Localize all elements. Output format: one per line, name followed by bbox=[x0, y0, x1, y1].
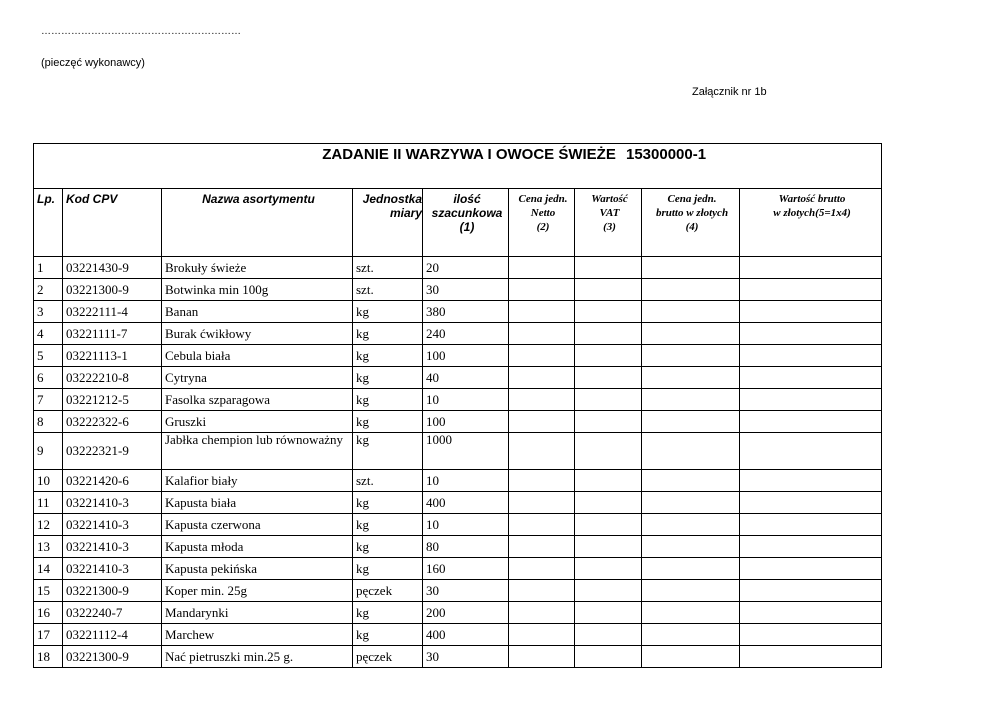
table-title-cell bbox=[34, 144, 882, 189]
table-row bbox=[34, 367, 882, 389]
cell-lp: 7 bbox=[34, 389, 63, 411]
table-title-row bbox=[34, 144, 882, 189]
cell-name: Kapusta pekińska bbox=[162, 558, 353, 580]
empty-price-cell[interactable] bbox=[642, 492, 740, 514]
empty-price-cell[interactable] bbox=[575, 323, 642, 345]
header-net-price bbox=[509, 189, 575, 257]
empty-price-cell[interactable] bbox=[575, 536, 642, 558]
cell-unit: szt. bbox=[353, 470, 423, 492]
cell-name: Nać pietruszki min.25 g. bbox=[162, 646, 353, 668]
header-unit bbox=[353, 189, 423, 257]
empty-price-cell[interactable] bbox=[509, 492, 575, 514]
header-qty-line: ilość bbox=[453, 192, 481, 206]
cell-cpv: 03222210-8 bbox=[63, 367, 162, 389]
cell-qty: 30 bbox=[423, 580, 509, 602]
header-name bbox=[162, 189, 353, 257]
empty-price-cell[interactable] bbox=[740, 411, 882, 433]
table-row bbox=[34, 492, 882, 514]
header-unit-line: Jednostka bbox=[362, 192, 422, 206]
cell-lp: 10 bbox=[34, 470, 63, 492]
header-gross-value-line: Wartość brutto bbox=[778, 193, 846, 205]
cell-cpv: 03221410-3 bbox=[63, 558, 162, 580]
header-qty-line: szacunkowa bbox=[431, 206, 503, 220]
header-qty-line: (1) bbox=[459, 220, 475, 234]
empty-price-cell[interactable] bbox=[642, 470, 740, 492]
cell-qty: 240 bbox=[423, 323, 509, 345]
cell-unit: kg bbox=[353, 433, 423, 470]
empty-price-cell[interactable] bbox=[509, 580, 575, 602]
empty-price-cell[interactable] bbox=[740, 257, 882, 279]
cell-lp: 11 bbox=[34, 492, 63, 514]
empty-price-cell[interactable] bbox=[642, 558, 740, 580]
cell-lp: 15 bbox=[34, 580, 63, 602]
table-header-row bbox=[34, 189, 882, 257]
empty-price-cell[interactable] bbox=[509, 624, 575, 646]
table-row bbox=[34, 323, 882, 345]
empty-price-cell[interactable] bbox=[740, 367, 882, 389]
cell-qty: 20 bbox=[423, 257, 509, 279]
empty-price-cell[interactable] bbox=[575, 646, 642, 668]
cell-cpv: 03221430-9 bbox=[63, 257, 162, 279]
cell-cpv: 03221300-9 bbox=[63, 646, 162, 668]
table-row bbox=[34, 389, 882, 411]
header-cpv bbox=[63, 189, 162, 257]
cell-unit: kg bbox=[353, 411, 423, 433]
header-vat-line: (3) bbox=[603, 221, 616, 233]
cell-lp: 2 bbox=[34, 279, 63, 301]
header-vat bbox=[575, 189, 642, 257]
cell-cpv: 03221113-1 bbox=[63, 345, 162, 367]
header-net-price-line: Netto bbox=[530, 207, 556, 219]
cell-cpv: 03221410-3 bbox=[63, 492, 162, 514]
empty-price-cell[interactable] bbox=[642, 411, 740, 433]
cell-unit: kg bbox=[353, 367, 423, 389]
empty-price-cell[interactable] bbox=[642, 257, 740, 279]
empty-price-cell[interactable] bbox=[740, 646, 882, 668]
cell-qty: 160 bbox=[423, 558, 509, 580]
cell-lp: 4 bbox=[34, 323, 63, 345]
header-net-price-line: (2) bbox=[536, 221, 550, 233]
header-gross-price-line: Cena jedn. bbox=[667, 193, 717, 205]
empty-price-cell[interactable] bbox=[575, 514, 642, 536]
cell-cpv: 0322240-7 bbox=[63, 602, 162, 624]
cell-qty: 30 bbox=[423, 646, 509, 668]
cell-lp: 9 bbox=[34, 433, 63, 470]
table-row bbox=[34, 536, 882, 558]
empty-price-cell[interactable] bbox=[642, 602, 740, 624]
table-cpv-code: 15300000-1 bbox=[626, 146, 707, 163]
cell-name: Koper min. 25g bbox=[162, 580, 353, 602]
cell-name: Kapusta biała bbox=[162, 492, 353, 514]
empty-price-cell[interactable] bbox=[509, 646, 575, 668]
cell-unit: kg bbox=[353, 323, 423, 345]
cell-lp: 12 bbox=[34, 514, 63, 536]
empty-price-cell[interactable] bbox=[740, 345, 882, 367]
empty-price-cell[interactable] bbox=[575, 580, 642, 602]
empty-price-cell[interactable] bbox=[740, 514, 882, 536]
empty-price-cell[interactable] bbox=[509, 536, 575, 558]
empty-price-cell[interactable] bbox=[509, 301, 575, 323]
price-table bbox=[33, 143, 882, 668]
empty-price-cell[interactable] bbox=[509, 602, 575, 624]
empty-price-cell[interactable] bbox=[642, 624, 740, 646]
empty-price-cell[interactable] bbox=[740, 492, 882, 514]
cell-qty: 10 bbox=[423, 389, 509, 411]
table-row bbox=[34, 433, 882, 470]
header-net-price-line: Cena jedn. bbox=[518, 193, 568, 205]
table-row bbox=[34, 602, 882, 624]
cell-unit: kg bbox=[353, 514, 423, 536]
cell-unit: pęczek bbox=[353, 646, 423, 668]
cell-cpv: 03221420-6 bbox=[63, 470, 162, 492]
empty-price-cell[interactable] bbox=[575, 624, 642, 646]
empty-price-cell[interactable] bbox=[509, 257, 575, 279]
cell-unit: szt. bbox=[353, 257, 423, 279]
cell-name: Burak ćwikłowy bbox=[162, 323, 353, 345]
cell-name: Banan bbox=[162, 301, 353, 323]
table-row bbox=[34, 301, 882, 323]
empty-price-cell[interactable] bbox=[642, 389, 740, 411]
empty-price-cell[interactable] bbox=[740, 279, 882, 301]
cell-unit: kg bbox=[353, 536, 423, 558]
empty-price-cell[interactable] bbox=[575, 602, 642, 624]
empty-price-cell[interactable] bbox=[575, 301, 642, 323]
empty-price-cell[interactable] bbox=[575, 345, 642, 367]
cell-qty: 30 bbox=[423, 279, 509, 301]
cell-cpv: 03221410-3 bbox=[63, 514, 162, 536]
cell-unit: szt. bbox=[353, 279, 423, 301]
cell-name: Fasolka szparagowa bbox=[162, 389, 353, 411]
empty-price-cell[interactable] bbox=[740, 624, 882, 646]
empty-price-cell[interactable] bbox=[740, 558, 882, 580]
cell-lp: 8 bbox=[34, 411, 63, 433]
header-cpv-line: Kod CPV bbox=[66, 192, 118, 206]
cell-unit: kg bbox=[353, 345, 423, 367]
cell-name: Gruszki bbox=[162, 411, 353, 433]
cell-lp: 3 bbox=[34, 301, 63, 323]
empty-price-cell[interactable] bbox=[740, 389, 882, 411]
cell-name: Botwinka min 100g bbox=[162, 279, 353, 301]
empty-price-cell[interactable] bbox=[509, 345, 575, 367]
cell-cpv: 03222322-6 bbox=[63, 411, 162, 433]
table-row bbox=[34, 470, 882, 492]
cell-cpv: 03221300-9 bbox=[63, 279, 162, 301]
empty-price-cell[interactable] bbox=[642, 646, 740, 668]
empty-price-cell[interactable] bbox=[642, 433, 740, 470]
cell-name: Kalafior biały bbox=[162, 470, 353, 492]
cell-unit: kg bbox=[353, 558, 423, 580]
cell-cpv: 03222321-9 bbox=[63, 433, 162, 470]
cell-lp: 13 bbox=[34, 536, 63, 558]
empty-price-cell[interactable] bbox=[509, 367, 575, 389]
table-row bbox=[34, 345, 882, 367]
empty-price-cell[interactable] bbox=[509, 389, 575, 411]
cell-cpv: 03221300-9 bbox=[63, 580, 162, 602]
empty-price-cell[interactable] bbox=[642, 536, 740, 558]
empty-price-cell[interactable] bbox=[740, 602, 882, 624]
cell-qty: 10 bbox=[423, 470, 509, 492]
cell-lp: 18 bbox=[34, 646, 63, 668]
empty-price-cell[interactable] bbox=[575, 492, 642, 514]
empty-price-cell[interactable] bbox=[642, 345, 740, 367]
table-row bbox=[34, 624, 882, 646]
empty-price-cell[interactable] bbox=[509, 558, 575, 580]
cell-name: Cytryna bbox=[162, 367, 353, 389]
cell-name: Brokuły świeże bbox=[162, 257, 353, 279]
header-qty bbox=[423, 189, 509, 257]
header-gross-price-line: (4) bbox=[685, 221, 699, 233]
table-row bbox=[34, 514, 882, 536]
empty-price-cell[interactable] bbox=[642, 323, 740, 345]
cell-cpv: 03221112-4 bbox=[63, 624, 162, 646]
cell-unit: kg bbox=[353, 301, 423, 323]
signature-dotted-line: …………………………………………………… bbox=[41, 26, 241, 37]
cell-unit: kg bbox=[353, 624, 423, 646]
empty-price-cell[interactable] bbox=[575, 389, 642, 411]
empty-price-cell[interactable] bbox=[509, 514, 575, 536]
empty-price-cell[interactable] bbox=[740, 580, 882, 602]
cell-qty: 200 bbox=[423, 602, 509, 624]
table-row bbox=[34, 411, 882, 433]
header-gross-price bbox=[642, 189, 740, 257]
cell-cpv: 03221410-3 bbox=[63, 536, 162, 558]
empty-price-cell[interactable] bbox=[575, 558, 642, 580]
cell-name: Marchew bbox=[162, 624, 353, 646]
empty-price-cell[interactable] bbox=[509, 323, 575, 345]
cell-qty: 100 bbox=[423, 411, 509, 433]
table-row bbox=[34, 279, 882, 301]
contractor-stamp-label: (pieczęć wykonawcy) bbox=[41, 57, 145, 69]
cell-lp: 6 bbox=[34, 367, 63, 389]
cell-qty: 380 bbox=[423, 301, 509, 323]
header-lp bbox=[34, 189, 63, 257]
header-name-line: Nazwa asortymentu bbox=[202, 192, 315, 206]
cell-lp: 14 bbox=[34, 558, 63, 580]
cell-qty: 10 bbox=[423, 514, 509, 536]
empty-price-cell[interactable] bbox=[575, 257, 642, 279]
header-gross-value-line: w złotych(5=1x4) bbox=[773, 207, 851, 219]
cell-name: Kapusta młoda bbox=[162, 536, 353, 558]
empty-price-cell[interactable] bbox=[642, 279, 740, 301]
cell-qty: 400 bbox=[423, 492, 509, 514]
empty-price-cell[interactable] bbox=[740, 433, 882, 470]
empty-price-cell[interactable] bbox=[575, 433, 642, 470]
cell-cpv: 03221212-5 bbox=[63, 389, 162, 411]
cell-name: Cebula biała bbox=[162, 345, 353, 367]
header-lp-line: Lp. bbox=[37, 192, 55, 206]
empty-price-cell[interactable] bbox=[575, 470, 642, 492]
empty-price-cell[interactable] bbox=[740, 470, 882, 492]
cell-qty: 100 bbox=[423, 345, 509, 367]
empty-price-cell[interactable] bbox=[509, 279, 575, 301]
cell-cpv: 03222111-4 bbox=[63, 301, 162, 323]
annex-label: Załącznik nr 1b bbox=[692, 86, 767, 98]
header-unit-line: miary bbox=[389, 206, 422, 220]
empty-price-cell[interactable] bbox=[509, 411, 575, 433]
cell-lp: 17 bbox=[34, 624, 63, 646]
header-vat-line: Wartość bbox=[591, 193, 628, 205]
empty-price-cell[interactable] bbox=[575, 367, 642, 389]
empty-price-cell[interactable] bbox=[642, 301, 740, 323]
empty-price-cell[interactable] bbox=[740, 301, 882, 323]
cell-unit: kg bbox=[353, 389, 423, 411]
empty-price-cell[interactable] bbox=[642, 367, 740, 389]
table-title: ZADANIE II WARZYWA I OWOCE ŚWIEŻE bbox=[322, 146, 616, 163]
empty-price-cell[interactable] bbox=[509, 470, 575, 492]
cell-lp: 1 bbox=[34, 257, 63, 279]
table-row bbox=[34, 580, 882, 602]
cell-qty: 1000 bbox=[423, 433, 509, 470]
cell-name: Mandarynki bbox=[162, 602, 353, 624]
empty-price-cell[interactable] bbox=[740, 536, 882, 558]
cell-qty: 80 bbox=[423, 536, 509, 558]
empty-price-cell[interactable] bbox=[642, 580, 740, 602]
empty-price-cell[interactable] bbox=[642, 514, 740, 536]
cell-qty: 40 bbox=[423, 367, 509, 389]
empty-price-cell[interactable] bbox=[740, 323, 882, 345]
cell-cpv: 03221111-7 bbox=[63, 323, 162, 345]
cell-qty: 400 bbox=[423, 624, 509, 646]
cell-name: Jabłka chempion lub równoważny bbox=[162, 433, 353, 470]
cell-name: Kapusta czerwona bbox=[162, 514, 353, 536]
table-row bbox=[34, 257, 882, 279]
header-vat-line: VAT bbox=[599, 207, 620, 219]
cell-unit: kg bbox=[353, 492, 423, 514]
table-row bbox=[34, 558, 882, 580]
cell-unit: kg bbox=[353, 602, 423, 624]
empty-price-cell[interactable] bbox=[509, 433, 575, 470]
table-row bbox=[34, 646, 882, 668]
header-gross-price-line: brutto w złotych bbox=[655, 207, 729, 219]
cell-lp: 5 bbox=[34, 345, 63, 367]
cell-unit: pęczek bbox=[353, 580, 423, 602]
empty-price-cell[interactable] bbox=[575, 279, 642, 301]
empty-price-cell[interactable] bbox=[575, 411, 642, 433]
header-gross-value bbox=[740, 189, 882, 257]
cell-lp: 16 bbox=[34, 602, 63, 624]
